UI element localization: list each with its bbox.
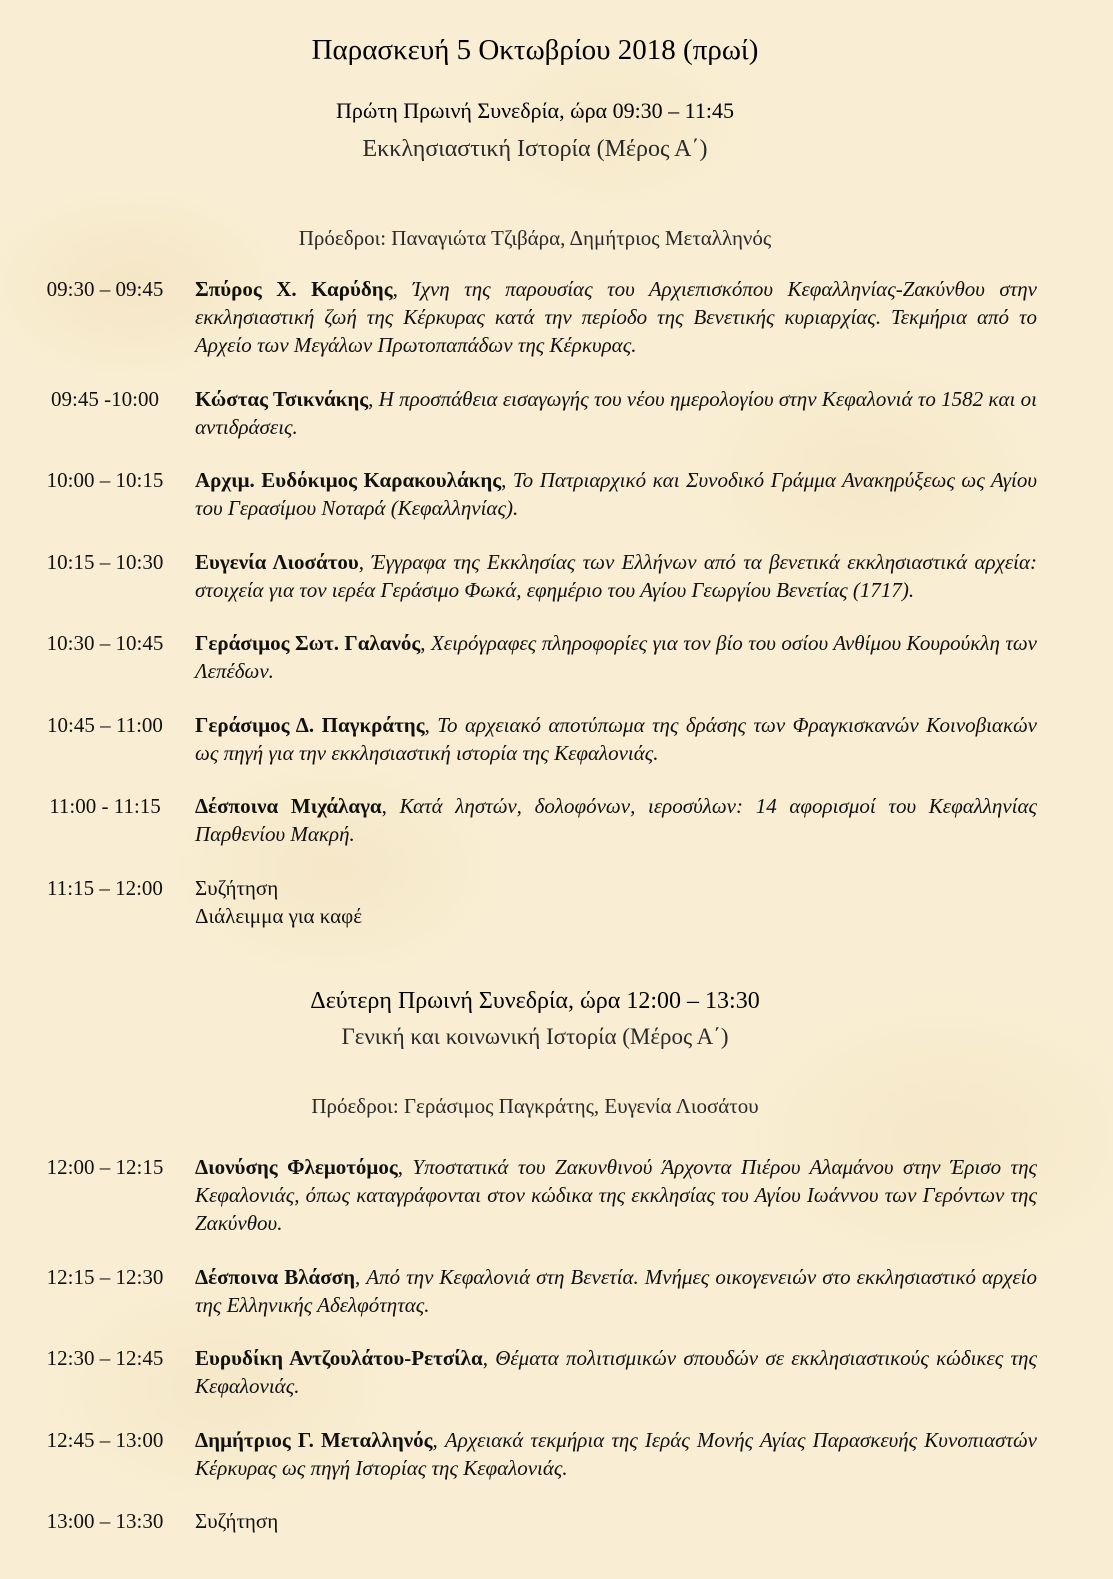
talk-speaker: Γεράσιμος Σωτ. Γαλανός bbox=[195, 631, 421, 655]
talk-title: Ίχνη της παρουσίας του Αρχιεπισκόπου Κεφαλληνίας-Ζακύνθου στην εκκλησιαστική ζωή της Κέρκυρας κατά την περίοδο της Βενετικής κυριαρχίας. Τεκμήρια από το Αρχείο των Μεγάλων Πρωτοπαπάδων της Κέρκυρας. bbox=[195, 277, 1037, 357]
talk-time: 12:45 – 13:00 bbox=[46, 1427, 164, 1452]
talk-speaker: Σπύρος Χ. Καρύδης bbox=[195, 277, 393, 301]
discussion-label: Συζήτηση bbox=[195, 875, 279, 900]
talk-body bbox=[195, 629, 1037, 685]
talk-body bbox=[195, 385, 1037, 441]
session-subtitle: Γενική και κοινωνική Ιστορία (Μέρος Α΄) bbox=[341, 1024, 729, 1049]
session-first-morning bbox=[33, 97, 1037, 955]
talk-speaker: Αρχιμ. Ευδόκιμος Καρακουλάκης bbox=[195, 468, 502, 492]
talk-title: Έγγραφα της Εκκλησίας των Ελλήνων από τα βενετικά εκκλησιαστικά αρχεία: στοιχεία για τον ιερέα Γεράσιμο Φωκά, εφημέριο του Αγίου Γεωργίου Βενετίας (1717). bbox=[195, 549, 1037, 602]
talk-separator: , bbox=[381, 794, 400, 818]
talk-list bbox=[33, 1153, 1037, 1535]
talk-body bbox=[195, 466, 1037, 522]
session-subtitle: Εκκλησιαστική Ιστορία (Μέρος Α΄) bbox=[362, 136, 708, 162]
talk-body bbox=[195, 1344, 1037, 1400]
discussion-body bbox=[195, 874, 1037, 930]
talk-separator: , bbox=[392, 277, 413, 301]
talk-title: Η προσπάθεια εισαγωγής του νέου ημερολογίου στην Κεφαλονιά το 1582 και οι αντιδράσεις. bbox=[195, 386, 1037, 439]
talk-body bbox=[195, 275, 1037, 359]
discussion-time: 13:00 – 13:30 bbox=[46, 1509, 164, 1533]
talk-row bbox=[33, 1263, 1037, 1319]
session-second-morning bbox=[33, 987, 1037, 1561]
discussion-body bbox=[195, 1507, 1037, 1535]
talk-title: Αρχειακά τεκμήρια της Ιεράς Μονής Αγίας Παρασκευής Κυνοπιαστών Κέρκυρας ως πηγή Ιστορίας της Κεφαλονιάς. bbox=[195, 1427, 1037, 1480]
talk-speaker: Δέσποινα Μιχάλαγα bbox=[195, 794, 382, 818]
talk-separator: , bbox=[501, 468, 513, 492]
session-heading: Πρώτη Πρωινή Συνεδρία, ώρα 09:30 – 11:45 bbox=[336, 98, 734, 123]
talk-title: Θέματα πολιτισμικών σπουδών σε εκκλησιαστικούς κώδικες της Κεφαλονιάς. bbox=[195, 1346, 1037, 1398]
talk-speaker: Ευρυδίκη Αντζουλάτου-Ρετσίλα bbox=[195, 1346, 483, 1370]
talk-title: Το Πατριαρχικό και Συνοδικό Γράμμα Ανακηρύξεως ως Αγίου του Γερασίμου Νοταρά (Κεφαλληνίας). bbox=[195, 468, 1038, 520]
page-title: Παρασκευή 5 Οκτωβρίου 2018 (πρωί) bbox=[311, 34, 759, 66]
talk-separator: , bbox=[368, 386, 379, 411]
talk-row bbox=[33, 385, 1037, 441]
discussion-time: 11:15 – 12:00 bbox=[47, 875, 163, 900]
talk-body bbox=[195, 548, 1037, 604]
talk-time: 10:30 – 10:45 bbox=[46, 631, 164, 655]
discussion-row bbox=[33, 874, 1037, 930]
talk-speaker: Γεράσιμος Δ. Παγκράτης bbox=[195, 712, 425, 737]
talk-time: 12:00 – 12:15 bbox=[46, 1155, 164, 1179]
talk-time: 12:30 – 12:45 bbox=[46, 1346, 164, 1370]
talk-time: 10:45 – 11:00 bbox=[47, 712, 163, 737]
talk-speaker: Δημήτριος Γ. Μεταλληνός bbox=[195, 1427, 433, 1452]
talk-speaker: Διονύσης Φλεμοτόμος bbox=[195, 1155, 398, 1179]
talk-time: 11:00 - 11:15 bbox=[49, 794, 161, 818]
talk-row bbox=[33, 711, 1037, 767]
talk-body bbox=[195, 792, 1037, 848]
talk-separator: , bbox=[355, 1264, 367, 1289]
talk-body bbox=[195, 1263, 1037, 1319]
talk-title: Από την Κεφαλονιά στη Βενετία. Μνήμες οικογενειών στο εκκλησιαστικό αρχείο της Ελληνικής Αδελφότητας. bbox=[195, 1264, 1038, 1317]
talk-row bbox=[33, 275, 1037, 359]
talk-speaker: Ευγενία Λιοσάτου bbox=[195, 549, 359, 574]
talk-body bbox=[195, 1153, 1037, 1237]
talk-row bbox=[33, 1426, 1037, 1482]
talk-title: Το αρχειακό αποτύπωμα της δράσης των Φραγκισκανών Κοινοβιακών ως πηγή για την εκκλησιαστική ιστορία της Κεφαλονιάς. bbox=[195, 712, 1038, 765]
talk-title: Χειρόγραφες πληροφορίες για τον βίο του οσίου Ανθίμου Κουρούκλη των Λεπέδων. bbox=[195, 631, 1037, 683]
talk-row bbox=[33, 1153, 1037, 1237]
talk-speaker: Κώστας Τσικνάκης bbox=[195, 386, 369, 411]
coffee-break-label: Διάλειμμα για καφέ bbox=[195, 903, 363, 928]
talk-time: 10:00 – 10:15 bbox=[46, 468, 164, 492]
talk-row bbox=[33, 629, 1037, 685]
talk-title: Υποστατικά του Ζακυνθινού Άρχοντα Πιέρου Αλαμάνου στην Έρισο της Κεφαλονιάς, όπως καταγράφονται στον κώδικα της εκκλησίας του Αγίου Ιωάννου των Γερόντων της Ζακύνθου. bbox=[195, 1155, 1038, 1235]
talk-title: Κατά ληστών, δολοφόνων, ιεροσύλων: 14 αφορισμοί του Κεφαλληνίας Παρθενίου Μακρή. bbox=[195, 794, 1038, 846]
talk-time: 09:45 -10:00 bbox=[51, 386, 159, 411]
talk-separator: , bbox=[432, 1427, 445, 1452]
discussion-row bbox=[33, 1507, 1037, 1535]
talk-row bbox=[33, 466, 1037, 522]
talk-row bbox=[33, 548, 1037, 604]
session-chairs: Πρόεδροι: Γεράσιμος Παγκράτης, Ευγενία Λιοσάτου bbox=[311, 1094, 759, 1118]
talk-row bbox=[33, 792, 1037, 848]
talk-separator: , bbox=[358, 549, 372, 574]
talk-list bbox=[33, 275, 1037, 930]
talk-separator: , bbox=[424, 712, 438, 737]
talk-time: 10:15 – 10:30 bbox=[46, 549, 164, 574]
talk-separator: , bbox=[482, 1346, 496, 1370]
talk-row bbox=[33, 1344, 1037, 1400]
talk-separator: , bbox=[397, 1155, 413, 1179]
discussion-label: Συζήτηση bbox=[195, 1509, 279, 1533]
session-heading: Δεύτερη Πρωινή Συνεδρία, ώρα 12:00 – 13:30 bbox=[310, 988, 760, 1014]
talk-body bbox=[195, 711, 1037, 767]
session-chairs: Πρόεδροι: Παναγιώτα Τζιβάρα, Δημήτριος Μεταλληνός bbox=[298, 226, 772, 250]
talk-time: 12:15 – 12:30 bbox=[46, 1264, 164, 1289]
talk-body bbox=[195, 1426, 1037, 1482]
talk-speaker: Δέσποινα Βλάσση bbox=[195, 1264, 356, 1289]
talk-separator: , bbox=[420, 631, 431, 655]
talk-time: 09:30 – 09:45 bbox=[46, 277, 164, 301]
